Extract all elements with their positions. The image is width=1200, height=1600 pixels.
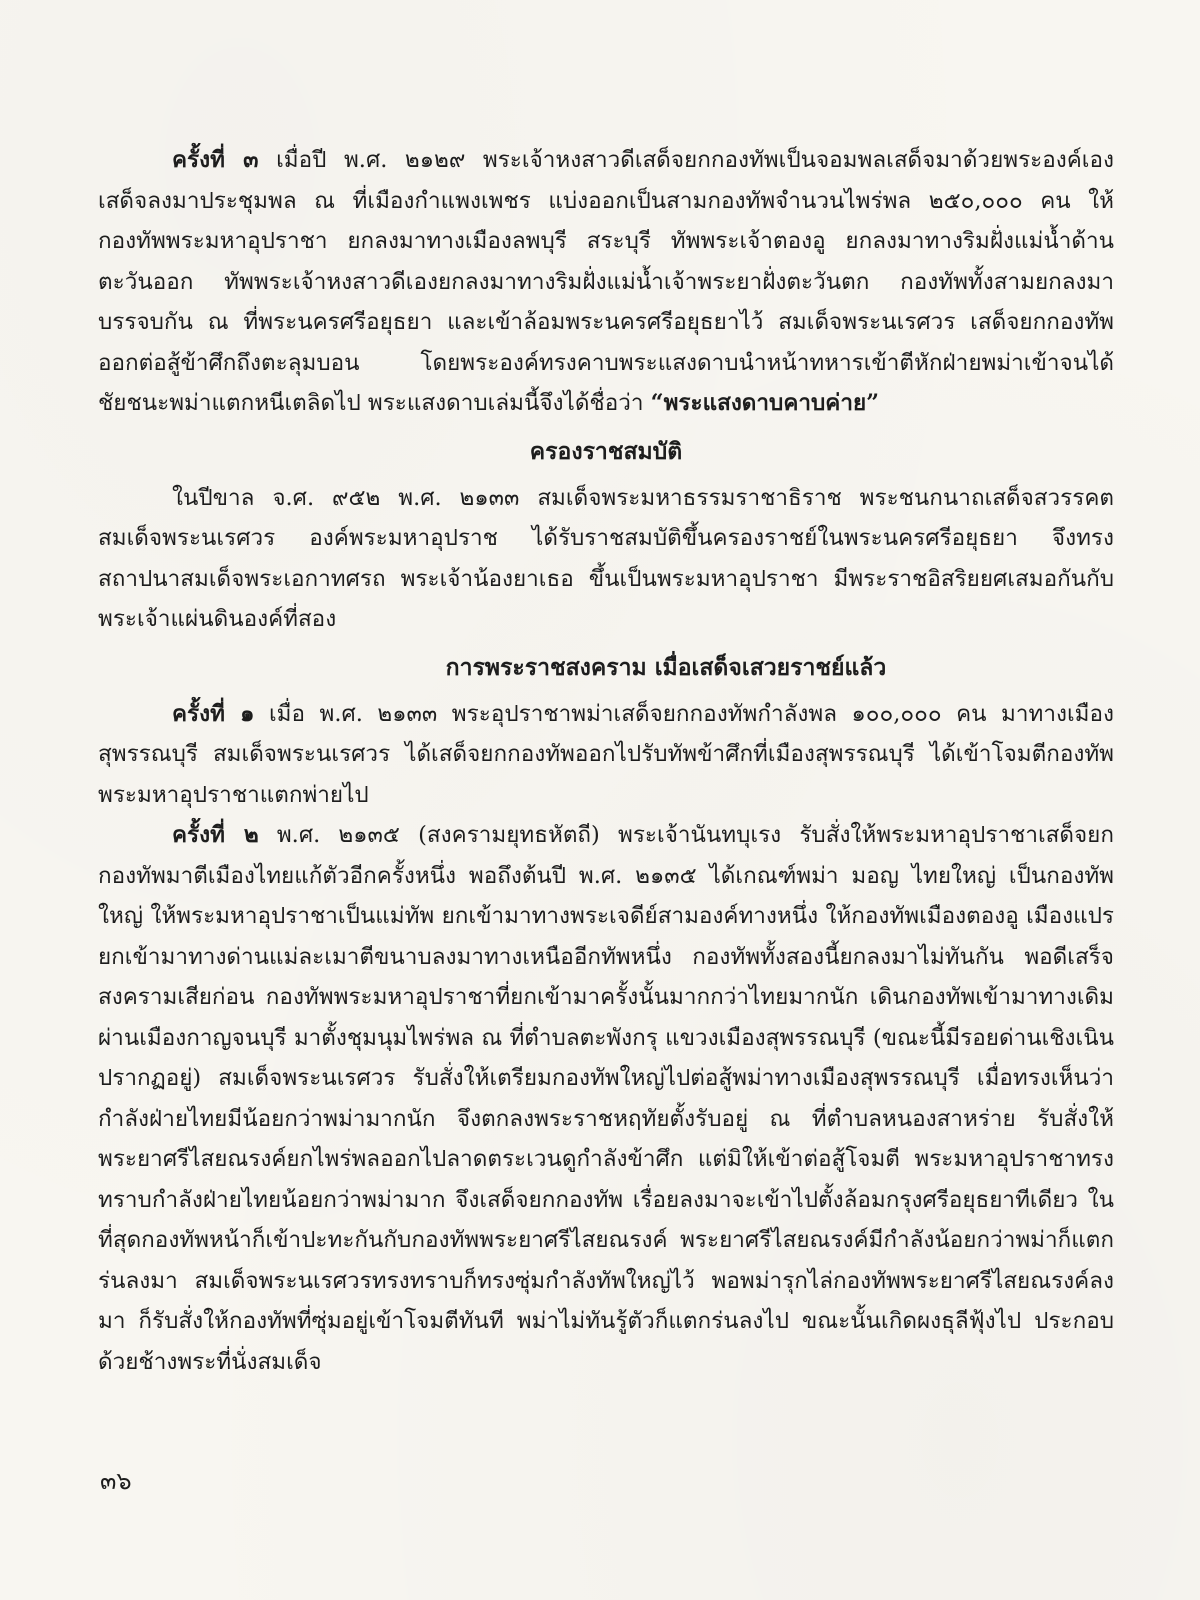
paragraph-text: เมื่อปี พ.ศ. ๒๑๒๙ พระเจ้าหงสาวดีเสด็จยกกองทัพเป็นจอมพลเสด็จมาด้วยพระองค์เอง เสด็จลงมาประชุมพล ณ ที่เมืองกำแพงเพชร แบ่งออกเป็นสามกองทัพจำนวนไพร่พล ๒๕๐,๐๐๐ คน ให้กองทัพพระมหาอุปราชา ยกลงมาทางเมืองลพบุรี สระบุรี ทัพพระเจ้าตองอู ยกลงมาทางริมฝั่งแม่น้ำด้านตะวันออก ทัพพระเจ้าหงสาวดีเองยกลงมาทางริมฝั่งแม่น้ำเจ้าพระยาฝั่งตะวันตก กองทัพทั้งสามยกลงมาบรรจบกัน ณ ที่พระนครศรีอยุธยา และเข้าล้อมพระนครศรีอยุธยาไว้ สมเด็จพระนเรศวร เสด็จยกกองทัพออกต่อสู้ข้าศึกถึงตะลุมบอน โดยพระองค์ทรงคาบพระแสงดาบนำหน้าทหารเข้าตีหักฝ่ายพม่าเข้าจนได้ชัยชนะพม่าแตกหนีเตลิดไป พระแสงดาบเล่มนี้จึงได้ชื่อว่า (98, 147, 1114, 416)
paragraph-text: พ.ศ. ๒๑๓๕ (สงครามยุทธหัตถี) พระเจ้านันทบุเรง รับสั่งให้พระมหาอุปราชาเสด็จยกกองทัพมาตีเมืองไทยแก้ตัวอีกครั้งหนึ่ง พอถึงต้นปี พ.ศ. ๒๑๓๕ ได้เกณฑ์พม่า มอญ ไทยใหญ่ เป็นกองทัพใหญ่ ให้พระมหาอุปราชาเป็นแม่ทัพ ยกเข้ามาทางพระเจดีย์สามองค์ทางหนึ่ง ให้กองทัพเมืองตองอู เมืองแปร ยกเข้ามาทางด่านแม่ละเมาตีขนาบลงมาทางเหนืออีกทัพหนึ่ง กองทัพทั้งสองนี้ยกลงมาไม่ทันกัน พอดีเสร็จสงครามเสียก่อน กองทัพพระมหาอุปราชาที่ยกเข้ามาครั้งนั้นมากกว่าไทยมากนัก เดินกองทัพเข้ามาทางเดิม ผ่านเมืองกาญจนบุรี มาตั้งชุมนุมไพร่พล ณ ที่ตำบลตะพังกรุ แขวงเมืองสุพรรณบุรี (ขณะนี้มีรอยด่านเชิงเนินปรากฏอยู่) สมเด็จพระนเรศวร รับสั่งให้เตรียมกองทัพใหญ่ไปต่อสู้พม่าทางเมืองสุพรรณบุรี เมื่อทรงเห็นว่ากำลังฝ่ายไทยมีน้อยกว่าพม่ามากนัก จึงตกลงพระราชหฤทัยตั้งรับอยู่ ณ ที่ตำบลหนองสาหร่าย รับสั่งให้พระยาศรีไสยณรงค์ยกไพร่พลออกไปลาดตระเวนดูกำลังข้าศึก แต่มิให้เข้าต่อสู้โจมตี พระมหาอุปราชาทรงทราบกำลังฝ่ายไทยน้อยกว่าพม่ามาก จึงเสด็จยกกองทัพ เรื่อยลงมาจะเข้าไปตั้งล้อมกรุงศรีอยุธยาทีเดียว ในที่สุดกองทัพหน้าก็เข้าปะทะกันกับกองทัพพระยาศรีไสยณรงค์ พระยาศรีไสยณรงค์มีกำลังน้อยกว่าพม่าก็แตกร่นลงมา สมเด็จพระนเรศวรทรงทราบก็ทรงซุ่มกำลังทัพใหญ่ไว้ พอพม่ารุกไล่กองทัพพระยาศรีไสยณรงค์ลงมา ก็รับสั่งให้กองทัพที่ซุ่มอยู่เข้าโจมตีทันที พม่าไม่ทันรู้ตัวก็แตกร่นลงไป ขณะนั้นเกิดผงธุลีฟุ้งไป ประกอบด้วยช้างพระที่นั่งสมเด็จ (98, 822, 1114, 1375)
heading-accession: ครองราชสมบัติ (529, 437, 683, 465)
paragraph-lead: ครั้งที่ ๓ (172, 147, 259, 173)
paragraph-campaign-3 (98, 140, 1114, 424)
paragraph-accession (98, 478, 1114, 640)
paragraph-lead: ครั้งที่ ๒ (172, 822, 259, 848)
page-content (98, 140, 1114, 1382)
sword-name: “พระแสงดาบคาบค่าย” (650, 390, 880, 416)
paragraph-war-2 (98, 815, 1114, 1382)
paragraph-text: ในปีขาล จ.ศ. ๙๕๒ พ.ศ. ๒๑๓๓ สมเด็จพระมหาธรรมราชาธิราช พระชนกนาถเสด็จสวรรคต สมเด็จพระนเรศวร องค์พระมหาอุปราช ได้รับราชสมบัติขึ้นครองราชย์ในพระนครศรีอยุธยา จึงทรงสถาปนาสมเด็จพระเอกาทศรถ พระเจ้าน้องยาเธอ ขึ้นเป็นพระมหาอุปราชา มีพระราชอิสริยยศเสมอกันกับพระเจ้าแผ่นดินองค์ที่สอง (98, 484, 1114, 632)
paragraph-war-1 (98, 694, 1114, 816)
heading-wars-after-accession: การพระราชสงคราม เมื่อเสด็จเสวยราชย์แล้ว (445, 653, 887, 681)
paragraph-lead: ครั้งที่ ๑ (172, 700, 255, 727)
paragraph-text: เมื่อ พ.ศ. ๒๑๓๓ พระอุปราชาพม่าเสด็จยกกองทัพกำลังพล ๑๐๐,๐๐๐ คน มาทางเมืองสุพรรณบุรี สมเด็จพระนเรศวร ได้เสด็จยกกองทัพออกไปรับทัพข้าศึกที่เมืองสุพรรณบุรี ได้เข้าโจมตีกองทัพพระมหาอุปราชาแตกพ่ายไป (98, 700, 1114, 808)
page-number: ๓๖ (100, 1467, 132, 1495)
